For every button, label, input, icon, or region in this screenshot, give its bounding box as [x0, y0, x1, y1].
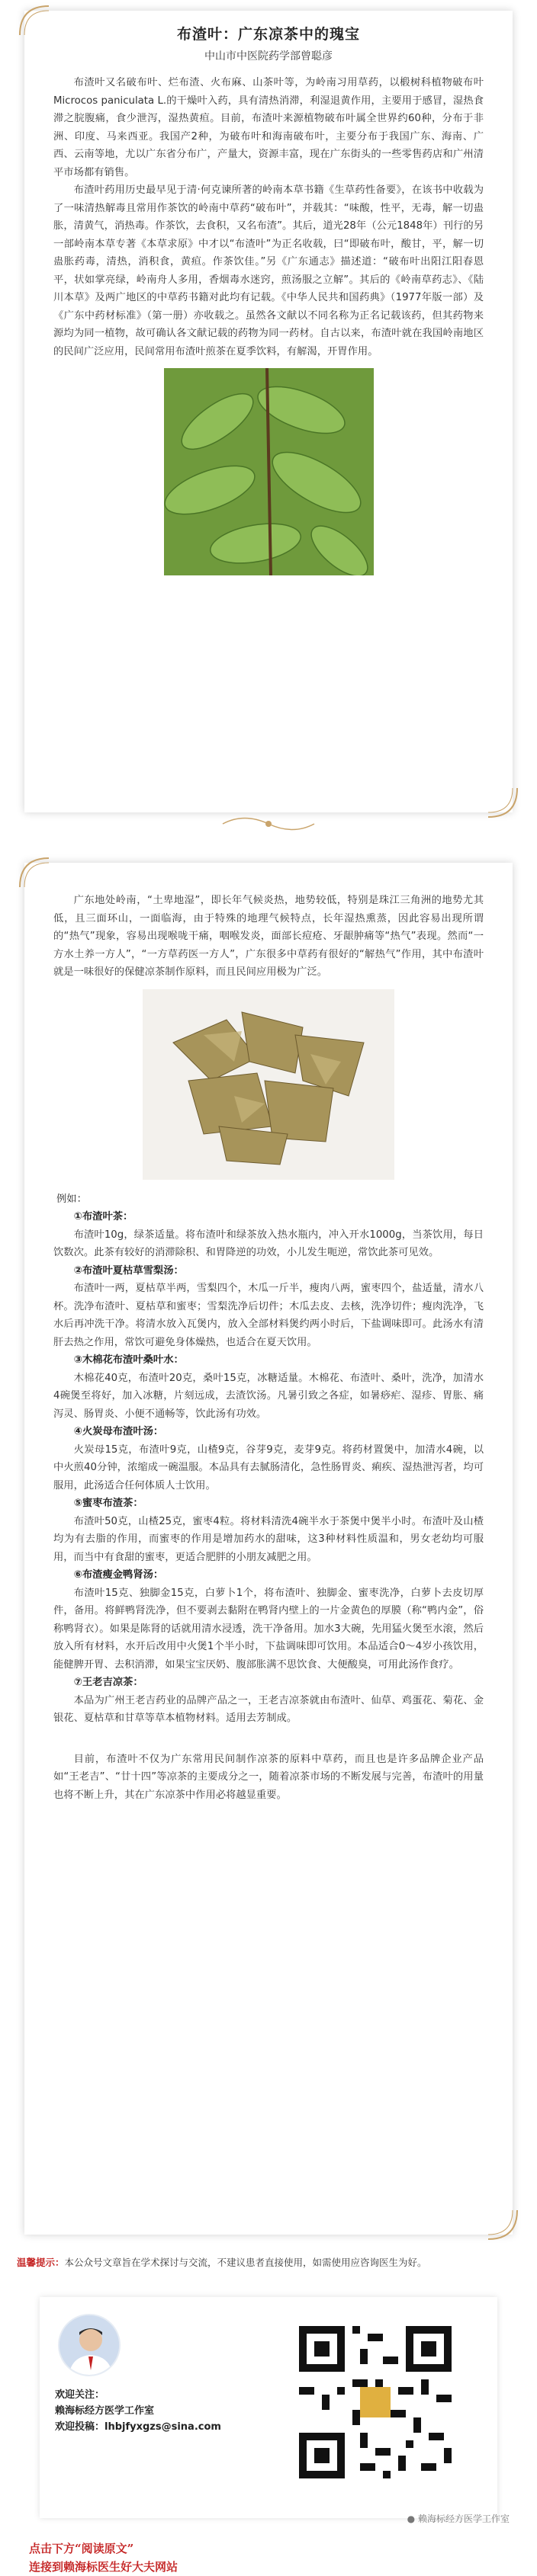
readmore-line: 连接到赖海标医生好大夫网站: [29, 2560, 178, 2574]
recipe-body: 布渣叶50克，山楂25克，蜜枣4粒。将材料清洗4碗半水于茶煲中煲半小时。布渣叶及山楂均为有去脂的作用，而蜜枣的作用是增加药水的甜味，这3种材料性质温和，男女老幼均可服用，而当中有食甜的蜜枣，更适合肥胖的小朋友减肥之用。: [53, 1515, 484, 1563]
paragraph: 布渣叶药用历史最早见于清·何克谏所著的岭南本草书籍《生草药性备要》，在该书中收载为了一味清热解毒且常用作茶饮的岭南中草药“破布叶”，并载其：“味酸，性平，无毒，解一切蛊胀，清黄气，消热毒。作茶饮，去食积，又名布渣”。其后，道光28年（公元1848年）刊行的另一部岭南本草专著《本草求原》中才以“布渣叶”为正名收载，曰“即破布叶，酸甘，平，解一切蛊胀药毒，清热，消积食，黄疸。作茶饮佳。”另《广东通志》描述道：“破布叶出阳江阳春恩平，状如掌亮绿，岭南舟人多用，香烟毒水迷窍，煎汤服之立解”。其后的《岭南草药志》、《陆川本草》及两广地区的中草药书籍对此均有记载。《中华人民共和国药典》（1977年版一部）及《广东中药材标准》（第一册）亦收载之。虽然各文献以不同名称为正名记载该药，但其药物来源均为同一植物，故可确认各文献记载的药物为同一药材。自古以来，布渣叶就在我国岭南地区的民间广泛应用，民间常用布渣叶煎茶在夏季饮料，有解渴，开胃作用。: [53, 184, 484, 357]
readmore-line: 点击下方“阅读原文”: [29, 2542, 134, 2555]
recipe-head: ①布渣叶茶：: [73, 1211, 133, 1222]
wechat-watermark: [407, 2512, 510, 2525]
recipe-body: 本品为广州王老吉药业的品牌产品之一，王老吉凉茶就由布渣叶、仙草、鸡蛋花、菊花、金银花、夏枯草和甘草等草本植物材料。适用去芳制成。: [53, 1694, 484, 1724]
corner-ornament-icon: [17, 3, 52, 38]
recipe-item: [53, 1674, 484, 1728]
read-original-link[interactable]: [29, 2539, 537, 2576]
watermark-text: 赖海标经方医学工作室: [417, 2514, 510, 2524]
recipe-item: [53, 1495, 484, 1566]
recipe-body: 布渣叶10g，绿茶适量。将布渣叶和绿茶放入热水瓶内，冲入开水1000g，当茶饮用，每日饮数次。此茶有较好的消滞除积、和胃降逆的功效，小儿发生呃逆，常饮此茶可见效。: [53, 1229, 484, 1258]
recipe-body: 布渣叶一两，夏枯草半两，雪梨四个，木瓜一斤半，瘦肉八两，蜜枣四个，盐适量，清水八杯。洗净布渣叶、夏枯草和蜜枣；雪梨洗净后切件；木瓜去皮、去核，洗净切件；瘦肉洗净，飞水后再冲洗干净。将清水放入瓦煲内，放入全部材料煲约两小时后，下盐调味即可。此汤水有清肝去热之作用，常饮可避免身体燥热，也适合在夏天饮用。: [53, 1283, 484, 1348]
avatar: [58, 2314, 121, 2376]
contact-line: 欢迎投稿：lhbjfyxgzs@sina.com: [55, 2421, 221, 2433]
recipe-item: [53, 1566, 484, 1674]
divider-ornament-icon: [221, 812, 316, 835]
leaf-photo: [164, 368, 374, 575]
recipe-item: [53, 1262, 484, 1352]
disclaimer-notice: [17, 2254, 505, 2271]
article-card-intro: [24, 11, 513, 812]
recipe-item: [53, 1208, 484, 1262]
corner-ornament-icon: [485, 2207, 520, 2242]
recipe-head: ⑥布渣瘦金鸭肾汤：: [73, 1569, 164, 1581]
article-page: [0, 11, 537, 2576]
recipe-head: ⑤蜜枣布渣茶：: [73, 1498, 143, 1509]
corner-ornament-icon: [17, 855, 52, 890]
recipe-body: 火炭母15克，布渣叶9克，山楂9克，谷芽9克，麦芽9克。将药材置煲中，加清水4碗，以中火煎40分钟，浓缩成一碗温服。本品具有去腻肠清化，急性肠胃炎、痢疾、湿热泄泻者，均可服用，此汤适合任何体质人士饮用。: [53, 1443, 484, 1491]
notice-text: 本公众号文章旨在学术探讨与交流，不建议患者直接使用，如需使用应咨询医生为好。: [64, 2257, 427, 2268]
article-author: 中山市中医院药学部曾聪彦: [204, 50, 333, 62]
contact-info: [55, 2387, 221, 2435]
contact-line: 欢迎关注：: [55, 2389, 105, 2401]
recipe-item: [53, 1423, 484, 1495]
recipe-body: 木棉花40克，布渣叶20克，桑叶15克，冰糖适量。木棉花、布渣叶、桑叶，洗净，加清水4碗煲至将好，加入冰糖，片刻远成，去渣饮汤。凡暑引致之各症，如暑痧疟、湿疹、胃胀、痛泻灵、肠胃炎、小便不通畅等，饮此汤有功效。: [53, 1372, 484, 1420]
recipe-body: 布渣叶15克、独脚金15克，白萝卜1个，将布渣叶、独脚金、蜜枣洗净，白萝卜去皮切厚件，备用。将鲜鸭肾洗净，但不要剥去黏附在鸭肾内壁上的一片金黄色的厚膜（称“鸭内金”，俗称鸭肾衣）。如果是陈肾的话就用清水浸透，洗干净备用。加水3大碗，先用猛火煲至水滚，然后放入所有材料，水开后改用中火煲1个半小时，下盐调味即可饮用。本品适合0～4岁小孩饮用，能健脾开胃、去积消滞，如果宝宝厌奶、腹部胀满不思饮食、大便酸臭，可用此汤作食疗。: [53, 1587, 484, 1671]
recipe-head: ⑦王老吉凉茶：: [73, 1677, 143, 1688]
example-intro: 例如：: [56, 1193, 87, 1205]
notice-label: 温馨提示：: [17, 2257, 65, 2268]
footer-contact-card: [40, 2297, 497, 2518]
article-card-recipes: [24, 863, 513, 2235]
qr-code[interactable]: [291, 2318, 459, 2486]
recipe-head: ③木棉花布渣叶桑叶水：: [73, 1354, 184, 1366]
paragraph: 广东地处岭南，“土卑地湿”，即长年气候炎热，地势较低，特别是珠江三角洲的地势尤其低，且三面环山，一面临海，由于特殊的地理气候特点，长年湿热熏蒸，因此容易出现所谓的“热气”现象，容易出现喉咙干痛，咽喉发炎，面部长痘疮、牙龈肿痛等“热气”表现。然而“一方水土养一方人”，“一方草药医一方人”，广东很多中草药有很好的“解热气”作用，其中布渣叶就是一味很好的保健凉茶制作原料，而且民间应用极为广泛。: [53, 895, 484, 978]
paragraph: 布渣叶又名破布叶、烂布渣、火布麻、山茶叶等，为岭南习用草药，以椴树科植物破布叶Microcos paniculata L.的干燥叶入药，具有清热消滞，利湿退黄作用，主要用于感冒，湿热食滞之脘腹痛，食少泄泻，湿热黄疸。目前，布渣叶来源植物破布叶属全世界约60种，分布于非洲、印度、马来西亚。我国产2种，为破布叶和海南破布叶，主要分布于我国广东、海南、广西、云南等地，尤以广东省分布广，产量大，资源丰富，现在广东街头的一些零售药店和广州清平市场都有销售。: [53, 77, 484, 178]
contact-line: 赖海标经方医学工作室: [55, 2405, 155, 2417]
corner-ornament-icon: [485, 785, 520, 820]
dried-herb-photo: [143, 989, 394, 1180]
recipe-head: ②布渣叶夏枯草雪梨汤：: [73, 1264, 184, 1277]
recipe-item: [53, 1351, 484, 1423]
article-title: 布渣叶：广东凉茶中的瑰宝: [176, 26, 360, 43]
wechat-icon: ●: [407, 2514, 416, 2524]
recipe-head: ④火炭母布渣叶汤：: [73, 1426, 164, 1437]
paragraph: 目前，布渣叶不仅为广东常用民间制作凉茶的原料中草药，而且也是许多品牌企业产品如“王老吉”、“廿十四”等凉茶的主要成分之一，随着凉茶市场的不断发展与完善，布渣叶的用量也将不断上升，其在广东凉茶中作用必将越显重要。: [53, 1753, 484, 1801]
